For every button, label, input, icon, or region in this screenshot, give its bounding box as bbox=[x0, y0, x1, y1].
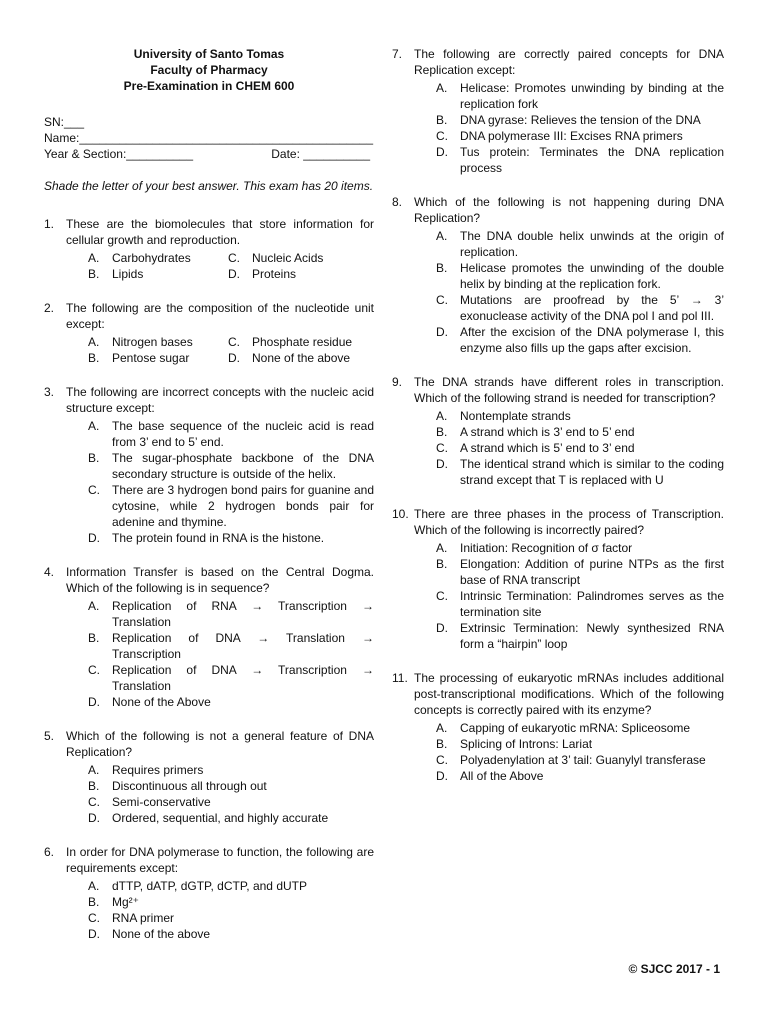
option-letter: C. bbox=[228, 251, 240, 265]
question-number: 5. bbox=[44, 729, 55, 743]
option-letter: C. bbox=[436, 753, 448, 767]
answer-option[interactable] bbox=[436, 80, 724, 112]
answer-option[interactable] bbox=[436, 440, 724, 456]
answer-option[interactable] bbox=[436, 768, 724, 784]
option-text: Tus protein: Terminates the DNA replication process bbox=[460, 145, 724, 175]
question-text: The DNA strands have different roles in transcription. Which of the following strand is needed for transcription? bbox=[414, 375, 724, 405]
option-letter: B. bbox=[88, 451, 100, 465]
option-text: dTTP, dATP, dGTP, dCTP, and dUTP bbox=[112, 879, 307, 893]
option-letter: D. bbox=[436, 769, 448, 783]
option-letter: D. bbox=[88, 811, 100, 825]
question-item bbox=[44, 384, 374, 546]
answer-option[interactable] bbox=[228, 266, 374, 282]
option-letter: D. bbox=[228, 351, 240, 365]
option-text: The sugar-phosphate backbone of the DNA secondary structure is outside of the helix. bbox=[112, 451, 374, 481]
option-letter: A. bbox=[88, 335, 100, 349]
question-text: Which of the following is not a general feature of DNA Replication? bbox=[66, 729, 374, 759]
option-letter: A. bbox=[436, 721, 448, 735]
option-letter: A. bbox=[436, 541, 448, 555]
option-letter: A. bbox=[88, 599, 100, 613]
option-letter: A. bbox=[436, 409, 448, 423]
question-number: 6. bbox=[44, 845, 55, 859]
option-text: Helicase promotes the unwinding of the double helix by binding at the replication fork. bbox=[460, 261, 724, 291]
option-letter: C. bbox=[88, 795, 100, 809]
option-letter: D. bbox=[436, 325, 448, 339]
question-item bbox=[392, 670, 724, 784]
question-number: 4. bbox=[44, 565, 55, 579]
questions-left bbox=[44, 216, 374, 942]
option-text: Discontinuous all through out bbox=[112, 779, 267, 793]
option-letter: C. bbox=[88, 483, 100, 497]
sn-name-field[interactable]: SN:___ Name:____________________________________________ bbox=[44, 115, 373, 145]
question-text: The following are incorrect concepts with the nucleic acid structure except: bbox=[66, 385, 374, 415]
answer-option[interactable] bbox=[228, 350, 374, 366]
option-letter: B. bbox=[436, 557, 448, 571]
option-text: Initiation: Recognition of σ factor bbox=[460, 541, 633, 555]
option-letter: B. bbox=[88, 351, 100, 365]
question-number: 9. bbox=[392, 375, 403, 389]
answer-option[interactable] bbox=[228, 334, 374, 350]
answer-option[interactable] bbox=[88, 530, 374, 546]
answer-option[interactable] bbox=[88, 334, 228, 350]
option-text: The DNA double helix unwinds at the origin of replication. bbox=[460, 229, 724, 259]
question-stem bbox=[44, 384, 374, 416]
question-number: 7. bbox=[392, 47, 403, 61]
option-letter: D. bbox=[88, 531, 100, 545]
option-text: Nontemplate strands bbox=[460, 409, 571, 423]
answer-option[interactable] bbox=[436, 324, 724, 356]
answer-option[interactable] bbox=[436, 736, 724, 752]
option-letter: D. bbox=[88, 927, 100, 941]
answer-option[interactable] bbox=[436, 228, 724, 260]
option-text: Splicing of Introns: Lariat bbox=[460, 737, 593, 751]
option-text: Ordered, sequential, and highly accurate bbox=[112, 811, 329, 825]
option-text: Polyadenylation at 3’ tail: Guanylyl transferase bbox=[460, 753, 706, 767]
answer-option[interactable] bbox=[88, 266, 228, 282]
answer-options bbox=[436, 720, 724, 784]
answer-options bbox=[436, 228, 724, 356]
answer-options bbox=[88, 762, 374, 826]
answer-option[interactable] bbox=[436, 540, 724, 556]
answer-option[interactable] bbox=[436, 260, 724, 292]
question-stem bbox=[392, 506, 724, 538]
right-column bbox=[392, 46, 724, 802]
option-letter: B. bbox=[436, 261, 448, 275]
faculty-name: Faculty of Pharmacy bbox=[150, 63, 268, 77]
answer-option[interactable] bbox=[436, 128, 724, 144]
option-text: Replication of RNA → Transcription → Translation bbox=[112, 599, 374, 629]
option-letter: B. bbox=[88, 895, 100, 909]
date-field[interactable]: Date: __________ bbox=[271, 147, 370, 161]
question-text: Which of the following is not happening during DNA Replication? bbox=[414, 195, 724, 225]
answer-option[interactable] bbox=[88, 630, 374, 662]
option-letter: C. bbox=[88, 911, 100, 925]
option-letter: C. bbox=[436, 129, 448, 143]
answer-options bbox=[88, 334, 374, 366]
option-text: RNA primer bbox=[112, 911, 175, 925]
answer-option[interactable] bbox=[436, 292, 724, 324]
option-letter: C. bbox=[228, 335, 240, 349]
option-letter: A. bbox=[436, 81, 448, 95]
option-letter: D. bbox=[436, 145, 448, 159]
answer-options bbox=[88, 878, 374, 942]
option-letter: B. bbox=[436, 425, 448, 439]
question-text: The processing of eukaryotic mRNAs includes additional post-transcriptional modifications. Which of the following concepts is correctly paired with its enzyme? bbox=[414, 671, 724, 717]
answer-option[interactable] bbox=[88, 662, 374, 694]
option-text: Mutations are proofread by the 5’ → 3’ exonuclease activity of the DNA pol I and pol III. bbox=[460, 293, 724, 323]
question-text: In order for DNA polymerase to function, the following are requirements except: bbox=[66, 845, 374, 875]
answer-options bbox=[436, 408, 724, 488]
year-section-field[interactable]: Year & Section:__________ bbox=[44, 147, 194, 161]
option-text: Elongation: Addition of purine NTPs as the first base of RNA transcript bbox=[460, 557, 724, 587]
answer-option[interactable] bbox=[88, 350, 228, 366]
answer-options bbox=[436, 540, 724, 652]
question-number: 3. bbox=[44, 385, 55, 399]
question-stem bbox=[392, 374, 724, 406]
question-number: 1. bbox=[44, 217, 55, 231]
question-stem bbox=[44, 216, 374, 248]
option-letter: C. bbox=[436, 589, 448, 603]
option-letter: D. bbox=[436, 457, 448, 471]
option-letter: A. bbox=[88, 419, 100, 433]
answer-option[interactable] bbox=[436, 144, 724, 176]
answer-option[interactable] bbox=[228, 250, 374, 266]
option-text: Proteins bbox=[252, 267, 297, 281]
question-stem bbox=[392, 46, 724, 78]
answer-option[interactable] bbox=[88, 794, 374, 810]
option-text: The protein found in RNA is the histone. bbox=[112, 531, 325, 545]
option-letter: A. bbox=[88, 251, 100, 265]
option-text: A strand which is 3’ end to 5’ end bbox=[460, 425, 635, 439]
option-letter: B. bbox=[436, 737, 448, 751]
answer-option[interactable] bbox=[88, 418, 374, 450]
exam-title: Pre-Examination in CHEM 600 bbox=[123, 79, 295, 93]
question-item bbox=[392, 506, 724, 652]
option-text: Pentose sugar bbox=[112, 351, 190, 365]
question-item bbox=[44, 844, 374, 942]
question-text: There are three phases in the process of Transcription. Which of the following is incorrectly paired? bbox=[414, 507, 724, 537]
option-letter: C. bbox=[436, 441, 448, 455]
option-text: Requires primers bbox=[112, 763, 204, 777]
question-stem bbox=[44, 300, 374, 332]
option-letter: D. bbox=[88, 695, 100, 709]
option-text: Nucleic Acids bbox=[252, 251, 324, 265]
question-text: The following are the composition of the nucleotide unit except: bbox=[66, 301, 374, 331]
question-text: These are the biomolecules that store information for cellular growth and reproduction. bbox=[66, 217, 374, 247]
question-stem bbox=[392, 670, 724, 718]
option-text: None of the above bbox=[252, 351, 351, 365]
option-text: Lipids bbox=[112, 267, 144, 281]
answer-options bbox=[88, 598, 374, 710]
option-letter: B. bbox=[436, 113, 448, 127]
option-text: Replication of DNA → Transcription → Translation bbox=[112, 663, 374, 693]
year-date-row bbox=[44, 146, 370, 162]
answer-option[interactable] bbox=[436, 620, 724, 652]
question-item bbox=[44, 564, 374, 710]
answer-option[interactable] bbox=[436, 456, 724, 488]
answer-option[interactable] bbox=[88, 926, 374, 942]
sn-name-row bbox=[44, 114, 374, 146]
answer-option[interactable] bbox=[88, 810, 374, 826]
question-stem bbox=[392, 194, 724, 226]
option-letter: A. bbox=[436, 229, 448, 243]
option-text: Mg²⁺ bbox=[112, 895, 139, 909]
option-text: DNA polymerase III: Excises RNA primers bbox=[460, 129, 683, 143]
answer-option[interactable] bbox=[436, 588, 724, 620]
option-text: After the excision of the DNA polymerase I, this enzyme also fills up the gaps after excision. bbox=[460, 325, 724, 355]
option-text: There are 3 hydrogen bond pairs for guanine and cytosine, while 2 hydrogen bonds pair for adenine and thymine. bbox=[112, 483, 374, 529]
answer-option[interactable] bbox=[88, 910, 374, 926]
option-letter: B. bbox=[88, 631, 100, 645]
answer-option[interactable] bbox=[88, 894, 374, 910]
option-text: None of the above bbox=[112, 927, 211, 941]
answer-option[interactable] bbox=[88, 878, 374, 894]
option-text: Intrinsic Termination: Palindromes serves as the termination site bbox=[460, 589, 724, 619]
option-letter: C. bbox=[88, 663, 100, 677]
answer-options bbox=[88, 250, 374, 282]
question-item bbox=[44, 216, 374, 282]
question-stem bbox=[44, 728, 374, 760]
question-item bbox=[392, 46, 724, 176]
answer-option[interactable] bbox=[436, 752, 724, 768]
option-text: The identical strand which is similar to the coding strand except that T is replaced with U bbox=[460, 457, 724, 487]
exam-header bbox=[44, 46, 374, 94]
left-column bbox=[44, 46, 374, 960]
option-text: DNA gyrase: Relieves the tension of the DNA bbox=[460, 113, 701, 127]
question-item bbox=[392, 194, 724, 356]
answer-option[interactable] bbox=[88, 762, 374, 778]
option-letter: C. bbox=[436, 293, 448, 307]
page-footer: © SJCC 2017 - 1 bbox=[628, 962, 720, 976]
answer-options bbox=[88, 418, 374, 546]
option-text: Nitrogen bases bbox=[112, 335, 193, 349]
answer-option[interactable] bbox=[88, 450, 374, 482]
option-letter: B. bbox=[88, 267, 100, 281]
answer-option[interactable] bbox=[88, 482, 374, 530]
option-text: Extrinsic Termination: Newly synthesized RNA form a “hairpin” loop bbox=[460, 621, 724, 651]
option-letter: A. bbox=[88, 879, 100, 893]
option-text: A strand which is 5’ end to 3’ end bbox=[460, 441, 635, 455]
question-number: 11. bbox=[392, 671, 408, 685]
option-text: Replication of DNA → Translation → Transcription bbox=[112, 631, 374, 661]
option-text: Semi-conservative bbox=[112, 795, 211, 809]
option-text: Capping of eukaryotic mRNA: Spliceosome bbox=[460, 721, 691, 735]
answer-option[interactable] bbox=[436, 112, 724, 128]
answer-option[interactable] bbox=[436, 556, 724, 588]
option-text: Phosphate residue bbox=[252, 335, 353, 349]
answer-option[interactable] bbox=[88, 778, 374, 794]
answer-options bbox=[436, 80, 724, 176]
option-text: The base sequence of the nucleic acid is read from 3’ end to 5’ end. bbox=[112, 419, 374, 449]
question-number: 2. bbox=[44, 301, 55, 315]
question-stem bbox=[44, 844, 374, 876]
question-item bbox=[44, 728, 374, 826]
question-text: The following are correctly paired concepts for DNA Replication except: bbox=[414, 47, 724, 77]
option-letter: B. bbox=[88, 779, 100, 793]
option-text: None of the Above bbox=[112, 695, 211, 709]
question-text: Information Transfer is based on the Central Dogma. Which of the following is in sequence? bbox=[66, 565, 374, 595]
answer-option[interactable] bbox=[88, 694, 374, 710]
questions-right bbox=[392, 46, 724, 784]
answer-option[interactable] bbox=[88, 250, 228, 266]
question-number: 10. bbox=[392, 507, 409, 521]
option-text: All of the Above bbox=[460, 769, 544, 783]
option-letter: D. bbox=[228, 267, 240, 281]
answer-option[interactable] bbox=[436, 408, 724, 424]
question-item bbox=[44, 300, 374, 366]
option-text: Carbohydrates bbox=[112, 251, 191, 265]
question-item bbox=[392, 374, 724, 488]
instructions: Shade the letter of your best answer. This exam has 20 items. bbox=[44, 179, 374, 193]
question-number: 8. bbox=[392, 195, 403, 209]
option-letter: A. bbox=[88, 763, 100, 777]
university-name: University of Santo Tomas bbox=[133, 47, 285, 61]
option-text: Helicase: Promotes unwinding by binding at the replication fork bbox=[460, 81, 724, 111]
question-stem bbox=[44, 564, 374, 596]
answer-option[interactable] bbox=[436, 720, 724, 736]
answer-option[interactable] bbox=[88, 598, 374, 630]
option-letter: D. bbox=[436, 621, 448, 635]
answer-option[interactable] bbox=[436, 424, 724, 440]
